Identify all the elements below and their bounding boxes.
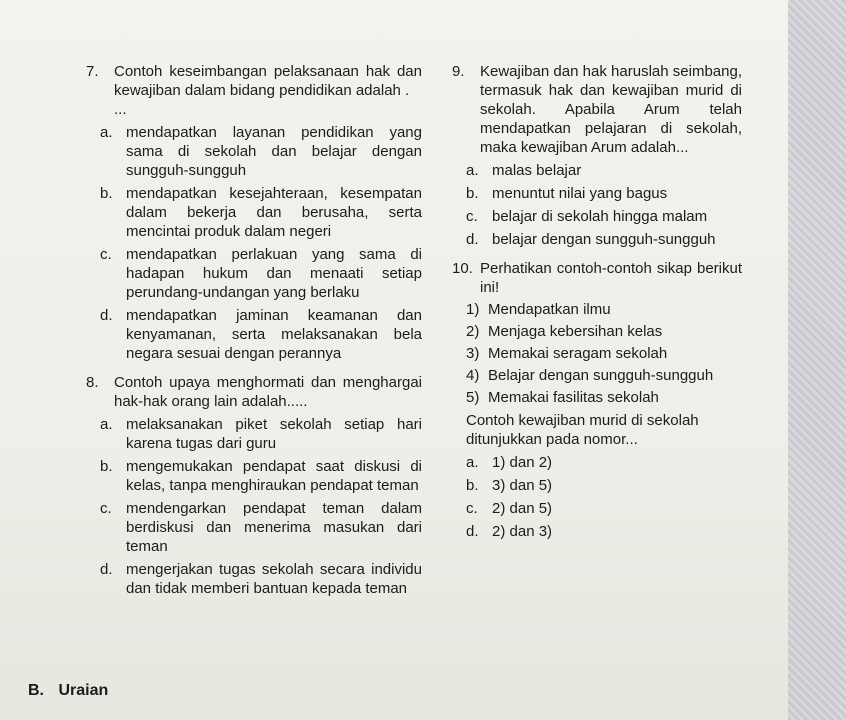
question-number: 9.	[452, 63, 465, 80]
list-text: Belajar dengan sungguh-sungguh	[488, 367, 714, 384]
option-c[interactable]	[452, 207, 742, 226]
option-b[interactable]	[452, 184, 742, 203]
option-letter: a.	[466, 454, 479, 471]
option-a[interactable]	[452, 453, 742, 472]
option-text: malas belajar	[492, 162, 582, 179]
option-text: 2) dan 5)	[492, 500, 553, 517]
option-letter: b.	[466, 477, 479, 494]
option-text: belajar di sekolah hingga malam	[492, 208, 708, 225]
list-number: 4)	[466, 367, 480, 384]
option-text: mendapatkan layanan pendidikan yang sama di sekolah dan belajar dengan sungguh-sungguh	[126, 124, 422, 179]
option-d[interactable]	[86, 306, 422, 363]
option-text: mengemukakan pendapat saat diskusi di kelas, tanpa menghiraukan pendapat teman	[126, 458, 422, 494]
list-item	[452, 366, 742, 385]
question-text: Contoh keseimbangan pelaksanaan hak dan kewajiban dalam bidang pendidikan adalah .	[114, 63, 422, 99]
section-title: Uraian	[58, 682, 109, 699]
background-fabric	[788, 0, 846, 720]
list-item	[452, 300, 742, 319]
question-prompt: Contoh kewajiban murid di sekolah ditunjukkan pada nomor...	[466, 412, 699, 448]
option-letter: c.	[100, 500, 112, 517]
option-letter: d.	[100, 561, 113, 578]
list-number: 1)	[466, 301, 480, 318]
option-letter: a.	[466, 162, 479, 179]
option-letter: d.	[466, 231, 479, 248]
option-letter: b.	[100, 458, 113, 475]
list-number: 2)	[466, 323, 480, 340]
question-number: 10.	[452, 260, 473, 277]
option-d[interactable]	[86, 560, 422, 598]
option-a[interactable]	[452, 161, 742, 180]
list-item	[452, 388, 742, 407]
option-b[interactable]	[86, 457, 422, 495]
list-text: Mendapatkan ilmu	[488, 301, 611, 318]
option-letter: b.	[100, 185, 113, 202]
option-letter: b.	[466, 185, 479, 202]
option-letter: d.	[466, 523, 479, 540]
option-text: mendapatkan kesejahteraan, kesempatan dalam bekerja dan berusaha, serta mencintai produk dalam negeri	[126, 185, 422, 240]
list-number: 5)	[466, 389, 480, 406]
option-text: belajar dengan sungguh-sungguh	[492, 231, 716, 248]
option-a[interactable]	[86, 415, 422, 453]
list-text: Memakai seragam sekolah	[488, 345, 668, 362]
option-c[interactable]	[86, 245, 422, 302]
option-text: mendengarkan pendapat teman dalam berdiskusi dan menerima masukan dari teman	[126, 500, 422, 555]
option-text: 3) dan 5)	[492, 477, 553, 494]
option-letter: a.	[100, 124, 113, 141]
section-heading	[28, 682, 108, 700]
option-text: mendapatkan jaminan keamanan dan kenyamanan, serta melaksanakan bela negara sesuai dengan perannya	[126, 307, 422, 362]
option-text: mengerjakan tugas sekolah secara individu dan tidak memberi bantuan kepada teman	[126, 561, 422, 597]
option-d[interactable]	[452, 230, 742, 249]
option-c[interactable]	[86, 499, 422, 556]
question-9	[452, 62, 742, 249]
option-letter: d.	[100, 307, 113, 324]
section-label: B.	[28, 682, 44, 699]
option-c[interactable]	[452, 499, 742, 518]
question-text: Kewajiban dan hak haruslah seimbang, termasuk hak dan kewajiban murid di sekolah. Apabila Arum telah mendapatkan pelajaran di sekolah, maka kewajiban Arum adalah...	[480, 63, 742, 156]
question-10	[452, 259, 742, 541]
option-text: menuntut nilai yang bagus	[492, 185, 668, 202]
list-number: 3)	[466, 345, 480, 362]
list-item	[452, 322, 742, 341]
list-text: Menjaga kebersihan kelas	[488, 323, 663, 340]
left-column	[86, 62, 422, 608]
option-letter: c.	[100, 246, 112, 263]
option-text: melaksanakan piket sekolah setiap hari karena tugas dari guru	[126, 416, 422, 452]
question-8	[86, 373, 422, 598]
list-text: Memakai fasilitas sekolah	[488, 389, 659, 406]
option-text: 2) dan 3)	[492, 523, 553, 540]
option-text: 1) dan 2)	[492, 454, 553, 471]
question-text: Contoh upaya menghormati dan menghargai hak-hak orang lain adalah.....	[114, 374, 422, 410]
question-text: Perhatikan contoh-contoh sikap berikut ini!	[480, 260, 742, 296]
question-number: 8.	[86, 374, 99, 391]
option-a[interactable]	[86, 123, 422, 180]
option-b[interactable]	[86, 184, 422, 241]
question-trail: ...	[114, 101, 127, 118]
option-letter: c.	[466, 500, 478, 517]
option-b[interactable]	[452, 476, 742, 495]
option-d[interactable]	[452, 522, 742, 541]
question-7	[86, 62, 422, 363]
question-number: 7.	[86, 63, 99, 80]
list-item	[452, 344, 742, 363]
option-text: mendapatkan perlakuan yang sama di hadapan hukum dan menaati setiap perundang-undangan yang berlaku	[126, 246, 422, 301]
right-column	[452, 62, 742, 551]
option-letter: c.	[466, 208, 478, 225]
option-letter: a.	[100, 416, 113, 433]
